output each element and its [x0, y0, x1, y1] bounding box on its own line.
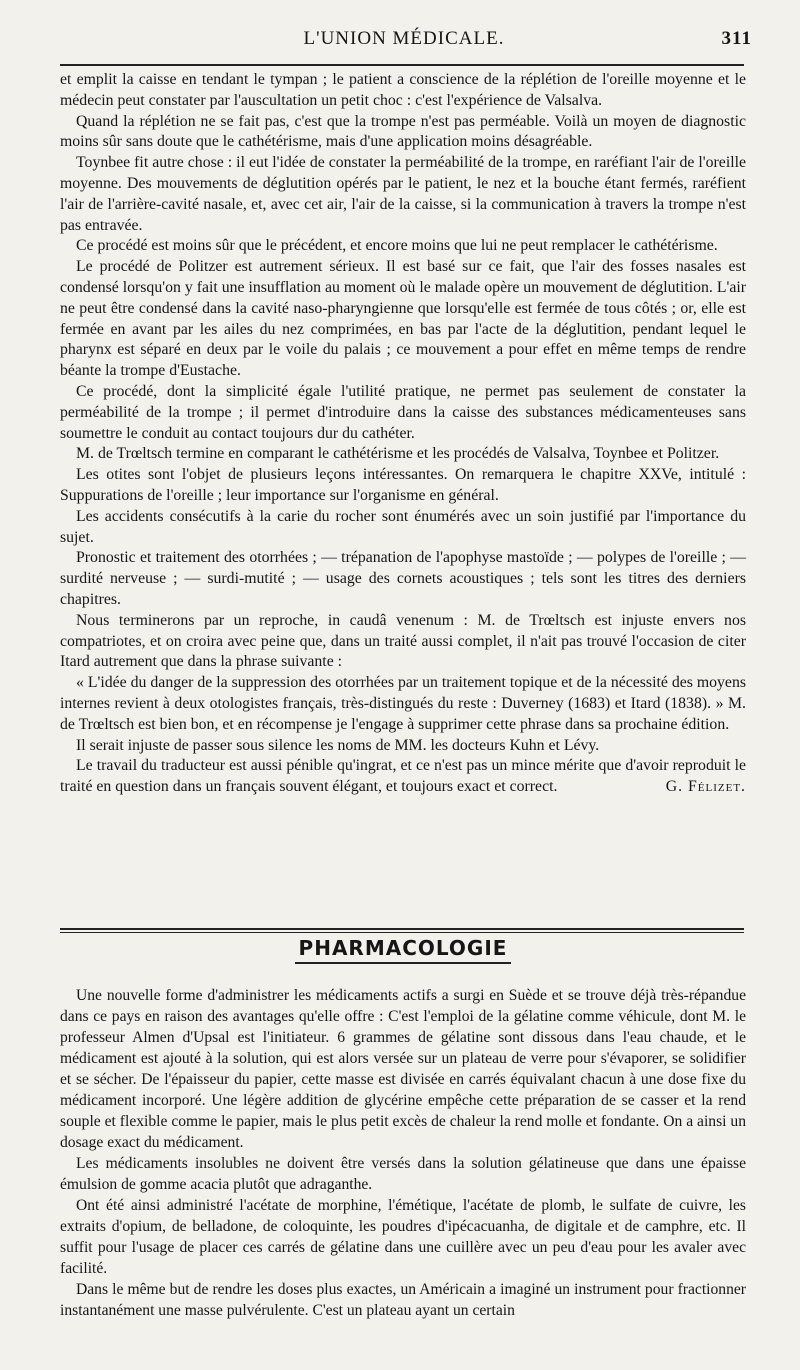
- paragraph: M. de Trœltsch termine en comparant le cathétérisme et les procédés de Valsalva, Toynbee et Politzer.: [76, 445, 720, 463]
- paragraph: Quand la réplétion ne se fait pas, c'est que la trompe n'est pas perméable. Voilà un moyen de diagnostic moins sûr sans doute que le cathétérisme, mais d'une application moins désagréable.: [60, 112, 746, 151]
- section-rule-thin: [60, 932, 744, 933]
- page-number: 311: [721, 28, 752, 49]
- paragraph: Le travail du traducteur est aussi pénible qu'ingrat, et ce n'est pas un mince mérite que d'avoir reproduit le traité en question dans un français souvent élégant, et toujours exact et correct.: [60, 757, 746, 796]
- pharmacologie-body: [60, 985, 746, 1321]
- section-title: PHARMACOLOGIE: [295, 936, 512, 964]
- paragraph-quote: « L'idée du danger de la suppression des otorrhées par un traitement topique et de la nécessité des moyens internes revient à deux otologistes français, très-distingués du reste : Duverney (1683) et Itard (1838). » M. de Trœltsch est bien bon, et en récompense je l'engage à supprimer cette phrase dans sa prochaine édition.: [60, 674, 746, 733]
- section-rule-top: [60, 928, 744, 930]
- article-review-body: [60, 70, 746, 798]
- paragraph: Les médicaments insolubles ne doivent être versés dans la solution gélatineuse que dans une épaisse émulsion de gomme acacia plutôt que adraganthe.: [60, 1155, 746, 1193]
- author-signature: G. Félizet.: [665, 778, 746, 796]
- paragraph: Nous terminerons par un reproche, in caudâ venenum : M. de Trœltsch est injuste envers nos compatriotes, et on croira avec peine que, dans un traité aussi complet, il n'ait pas trouvé l'occasion de citer Itard autrement que dans la phrase suivante :: [60, 611, 746, 671]
- running-header: [56, 28, 752, 56]
- paragraph: Toynbee fit autre chose : il eut l'idée de constater la perméabilité de la trompe, en raréfiant l'air de l'oreille moyenne. Des mouvements de déglutition opérés par le patient, le nez et la bouche étant fermés, raréfient l'air de l'arrière-cavité nasale, et, avec cet air, l'air de la caisse, si la communication à travers la trompe n'est pas entravée.: [60, 154, 746, 234]
- paragraph-italic-titles: Pronostic et traitement des otorrhées ; — trépanation de l'apophyse mastoïde ; — polypes de l'oreille ; — surdité nerveuse ; — surdi-mutité ; — usage des cornets acoustiques ; tels sont les titres des derniers chapitres.: [60, 549, 746, 608]
- paragraph: Ont été ainsi administré l'acétate de morphine, l'émétique, l'acétate de plomb, le sulfate de cuivre, les extraits d'opium, de belladone, de coloquinte, les poudres d'ipécacuanha, de digitale et de camphre, etc. Il suffit pour l'usage de placer ces carrés de gélatine dans une cuillère avec un peu d'eau pour les avaler avec facilité.: [60, 1197, 746, 1277]
- journal-title: L'UNION MÉDICALE.: [303, 28, 505, 49]
- paragraph: Les accidents consécutifs à la carie du rocher sont énumérés avec un soin justifié par l'importance du sujet.: [60, 507, 746, 546]
- paragraph: Ce procédé, dont la simplicité égale l'utilité pratique, ne permet pas seulement de constater la perméabilité de la trompe ; il permet d'introduire dans la caisse des substances médicamenteuses sans soumettre le conduit au contact toujours dur du cathéter.: [60, 382, 746, 442]
- paragraph: et emplit la caisse en tendant le tympan ; le patient a conscience de la réplétion de l'oreille moyenne et le médecin peut constater par l'auscultation un petit choc : c'est l'expérience de Valsalva.: [60, 71, 746, 109]
- header-rule: [60, 64, 744, 66]
- paragraph: Il serait injuste de passer sous silence les noms de MM. les docteurs Kuhn et Lévy.: [76, 736, 600, 754]
- paragraph: Les otites sont l'objet de plusieurs leçons intéressantes. On remarquera le chapitre XXVe, intitulé : Suppurations de l'oreille ; leur importance sur l'organisme en général.: [60, 466, 746, 504]
- paragraph: Une nouvelle forme d'administrer les médicaments actifs a surgi en Suède et se trouve déjà très-répandue dans ce pays en raison des avantages qu'elle offre : C'est l'emploi de la gélatine comme véhicule, dont M. le professeur Almen d'Upsal est l'initiateur. 6 grammes de gélatine sont dissous dans l'eau chaude, et le médicament est ajouté à la solution, qui est alors versée sur un plateau de verre pour s'évaporer, se solidifier et se sécher. De l'épaisseur du papier, cette masse est divisée en carrés équivalant chacun à une dose fixe du médicament incorporé. Une légère addition de glycérine empêche cette préparation de se casser et la rend souple et flexible comme le papier, mais le plus petit excès de chaleur la rend molle et fondante. On a ainsi un dosage exact du médicament.: [60, 987, 746, 1151]
- paragraph: Dans le même but de rendre les doses plus exactes, un Américain a imaginé un instrument pour fractionner instantanément une masse pulvérulente. C'est un plateau ayant un certain: [60, 1281, 746, 1319]
- paragraph: Le procédé de Politzer est autrement sérieux. Il est basé sur ce fait, que l'air des fosses nasales est condensé lorsqu'on y fait une insufflation au moment où le malade opère un mouvement de déglutition. L'air ne peut être condensé dans la cavité naso-pharyngienne que lorsqu'elle est fermée de tous côtés ; or, elle est fermée en avant par les ailes du nez comprimées, en bas par l'acte de la déglutition, pendant lequel le pharynx est séparé en deux par le voile du palais ; ce mouvement a pour effet en même temps de rendre béante la trompe d'Eustache.: [60, 258, 746, 380]
- paragraph: Ce procédé est moins sûr que le précédent, et encore moins que lui ne peut remplacer le cathétérisme.: [76, 237, 718, 255]
- section-heading: [60, 936, 746, 964]
- closing-paragraph: [60, 756, 746, 798]
